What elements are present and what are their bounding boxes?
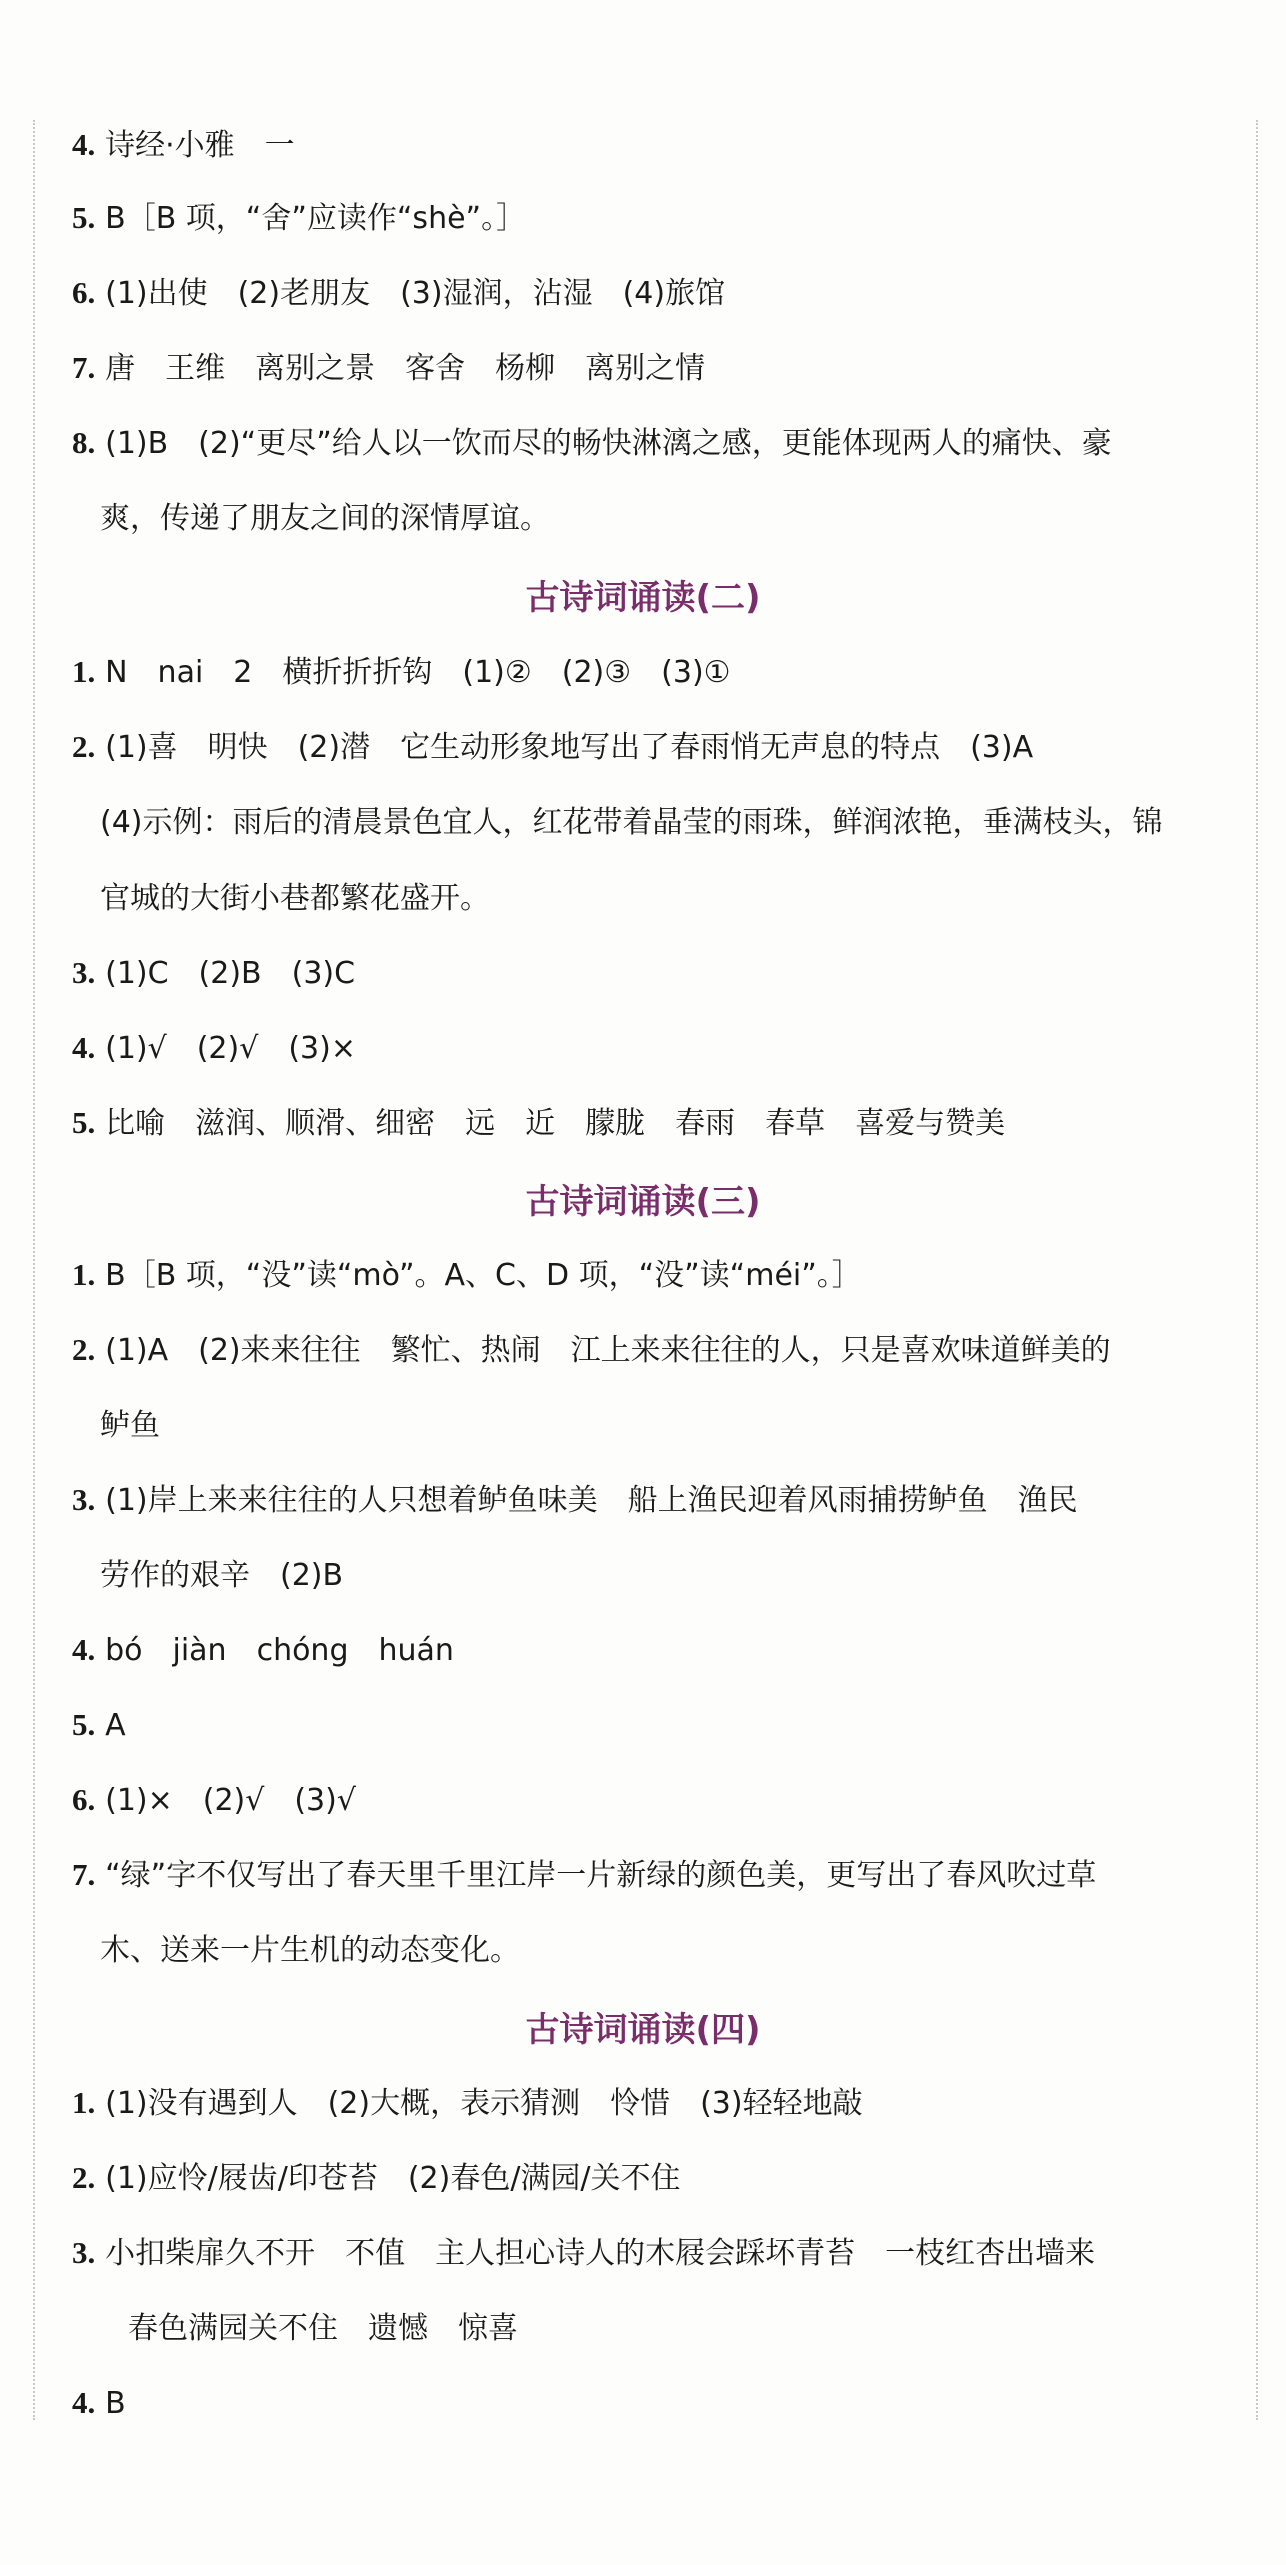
answer-line-continued: 春色满园关不住 遗憾 惊喜 bbox=[128, 2311, 518, 2346]
section-heading: 古诗词诵读(二) bbox=[525, 578, 761, 618]
answer-line-continued: (4)示例：雨后的清晨景色宜人，红花带着晶莹的雨珠，鲜润浓艳，垂满枝头，锦 bbox=[100, 805, 1163, 840]
answer-line: 6. (1)出使 (2)老朋友 (3)湿润，沾湿 (4)旅馆 bbox=[72, 275, 726, 311]
right-margin-rule bbox=[1256, 120, 1258, 2420]
section-heading: 古诗词诵读(四) bbox=[525, 2010, 761, 2050]
answer-line: 1. B［B 项，“没”读“mò”。A、C、D 项，“没”读“méi”。］ bbox=[72, 1257, 862, 1293]
answer-line: 3. 小扣柴扉久不开 不值 主人担心诗人的木屐会踩坏青苔 一枝红杏出墙来 bbox=[72, 2235, 1096, 2271]
answer-line: 3. (1)岸上来来往往的人只想着鲈鱼味美 船上渔民迎着风雨捕捞鲈鱼 渔民 bbox=[72, 1482, 1078, 1518]
answer-line: 6. (1)× (2)√ (3)√ bbox=[72, 1782, 356, 1818]
answer-line: 1. (1)没有遇到人 (2)大概，表示猜测 怜惜 (3)轻轻地敲 bbox=[72, 2085, 863, 2121]
answer-line-continued: 木、送来一片生机的动态变化。 bbox=[100, 1933, 520, 1968]
answer-line: 4. 诗经·小雅 一 bbox=[72, 127, 295, 163]
answer-line: 5. 比喻 滋润、顺滑、细密 远 近 朦胧 春雨 春草 喜爱与赞美 bbox=[72, 1105, 1006, 1141]
answer-line: 5. B［B 项，“舍”应读作“shè”。］ bbox=[72, 200, 527, 236]
answer-line-continued: 劳作的艰辛 (2)B bbox=[100, 1558, 344, 1593]
answer-line: 1. N nai 2 横折折折钩 (1)② (2)③ (3)① bbox=[72, 654, 731, 690]
answer-line: 2. (1)应怜/屐齿/印苍苔 (2)春色/满园/关不住 bbox=[72, 2160, 681, 2196]
answer-line-continued: 鲈鱼 bbox=[100, 1408, 160, 1443]
answer-line: 4. bó jiàn chóng huán bbox=[72, 1632, 454, 1668]
answer-line: 8. (1)B (2)“更尽”给人以一饮而尽的畅快淋漓之感，更能体现两人的痛快、豪 bbox=[72, 425, 1112, 461]
answer-line: 2. (1)A (2)来来往往 繁忙、热闹 江上来来往往的人，只是喜欢味道鲜美的 bbox=[72, 1332, 1111, 1368]
answer-line: 7. 唐 王维 离别之景 客舍 杨柳 离别之情 bbox=[72, 350, 706, 386]
answer-line: 3. (1)C (2)B (3)C bbox=[72, 955, 356, 991]
answer-line: 7. “绿”字不仅写出了春天里千里江岸一片新绿的颜色美，更写出了春风吹过草 bbox=[72, 1857, 1097, 1893]
answer-line: 2. (1)喜 明快 (2)潜 它生动形象地写出了春雨悄无声息的特点 (3)A bbox=[72, 729, 1034, 765]
answer-line: 4. (1)√ (2)√ (3)× bbox=[72, 1030, 356, 1066]
answer-line: 4. B bbox=[72, 2385, 126, 2421]
left-margin-rule bbox=[33, 120, 35, 2420]
answer-line-continued: 官城的大街小巷都繁花盛开。 bbox=[100, 881, 490, 916]
section-heading: 古诗词诵读(三) bbox=[525, 1182, 761, 1222]
answer-line: 5. A bbox=[72, 1707, 126, 1743]
answer-line-continued: 爽，传递了朋友之间的深情厚谊。 bbox=[100, 501, 550, 536]
